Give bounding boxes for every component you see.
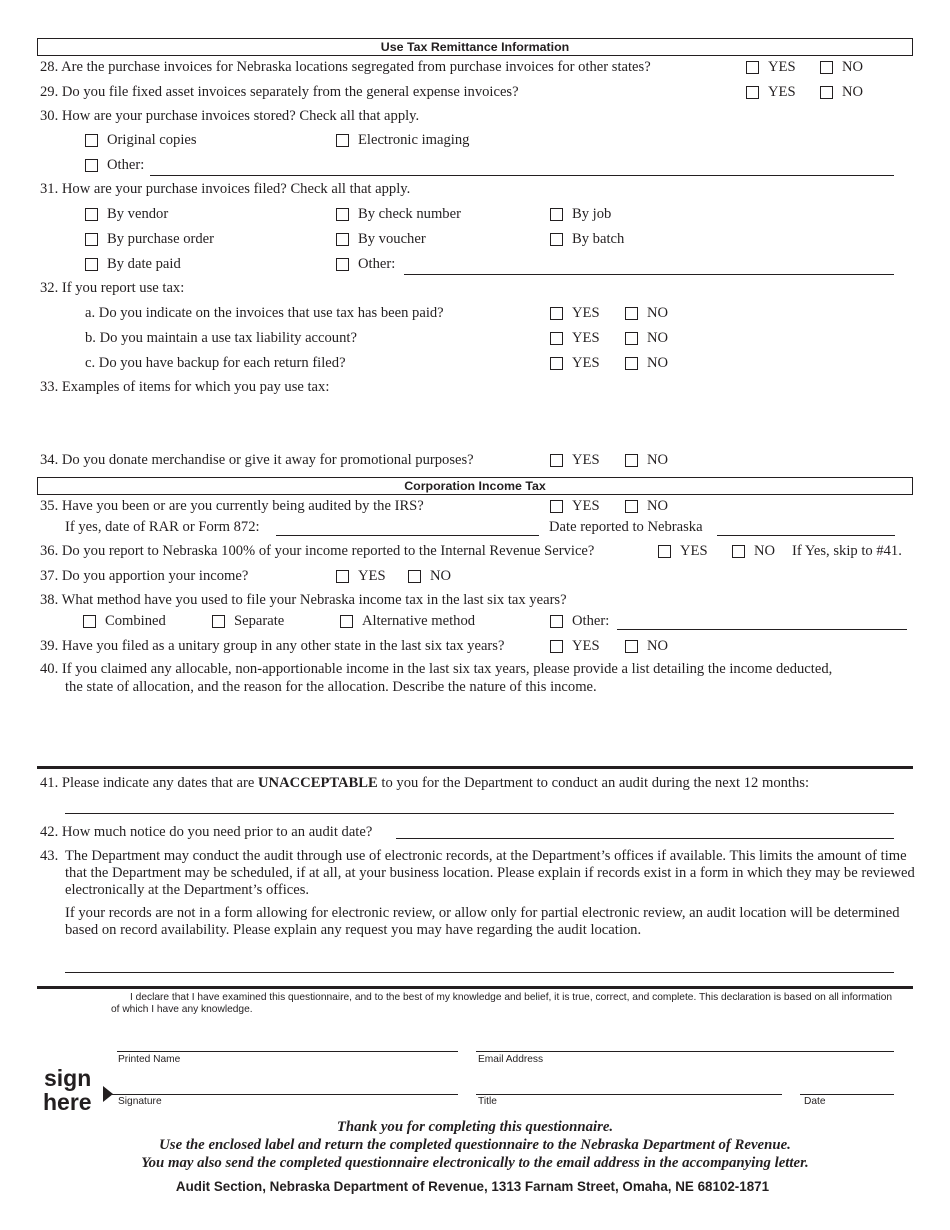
q38-other-input-line[interactable] [617,629,907,630]
q31-date-paid-label: By date paid [107,256,181,272]
closing-label-instruction: Use the enclosed label and return the completed questionnaire to the Nebraska Department of Revenue. [159,1137,791,1153]
question-32a: a. Do you indicate on the invoices that use tax has been paid? [85,305,444,321]
q34-no-label: NO [647,452,669,468]
q30-electronic-label: Electronic imaging [358,132,470,148]
q29-no-label: NO [842,84,864,100]
printed-name-label: Printed Name [118,1054,181,1065]
sign-word: sign [44,1065,92,1091]
q35-yes-label: YES [572,498,600,514]
q35-rar-label: If yes, date of RAR or Form 872: [65,519,260,535]
q31-po-checkbox[interactable] [85,233,98,246]
q32c-no-label: NO [647,355,669,371]
printed-name-input-line[interactable] [117,1051,458,1052]
q43-request-input-line[interactable] [65,972,894,973]
q30-original-checkbox[interactable] [85,134,98,147]
q32b-no-checkbox[interactable] [625,332,638,345]
q29-yes-checkbox[interactable] [746,86,759,99]
question-31: 31. How are your purchase invoices filed? Check all that apply. [40,181,411,197]
q36-yes-checkbox[interactable] [658,545,671,558]
q32c-no-checkbox[interactable] [625,357,638,370]
q42-notice-input-line[interactable] [396,838,894,839]
q36-yes-label: YES [680,543,708,559]
q39-yes-label: YES [572,638,600,654]
closing-email-instruction: You may also send the completed questionnaire electronically to the email address in the accompanying letter. [141,1155,809,1171]
q31-check-label: By check number [358,206,461,222]
q39-no-checkbox[interactable] [625,640,638,653]
q35-no-checkbox[interactable] [625,500,638,513]
q31-job-checkbox[interactable] [550,208,563,221]
q31-vendor-label: By vendor [107,206,169,222]
question-32: 32. If you report use tax: [40,280,185,296]
q31-other-label: Other: [358,256,396,272]
q31-batch-checkbox[interactable] [550,233,563,246]
question-38: 38. What method have you used to file your Nebraska income tax in the last six tax years? [40,592,567,608]
q36-skip-note: If Yes, skip to #41. [792,543,902,559]
q35-reported-label: Date reported to Nebraska [549,519,703,535]
q41-dates-input-line[interactable] [65,813,894,814]
q38-alternative-label: Alternative method [362,613,476,629]
here-word: here [43,1089,92,1115]
date-input-line[interactable] [800,1094,894,1095]
q34-yes-label: YES [572,452,600,468]
q31-batch-label: By batch [572,231,625,247]
question-43-paragraph-1: The Department may conduct the audit through use of electronic records, at the Department’s offices if available. This limits the amount of time that the Department may be scheduled, if at all, at your business location. Please explain if records exist in a form in which they may be reviewed electronically at the Department’s offices. [65,848,915,898]
question-34: 34. Do you donate merchandise or give it away for promotional purposes? [40,452,474,468]
q28-no-checkbox[interactable] [820,61,833,74]
q31-check-checkbox[interactable] [336,208,349,221]
q35-no-label: NO [647,498,669,514]
q30-original-label: Original copies [107,132,197,148]
question-41 [40,775,809,792]
q32a-yes-label: YES [572,305,600,321]
q38-separate-checkbox[interactable] [212,615,225,628]
question-32b: b. Do you maintain a use tax liability account? [85,330,357,346]
department-address: Audit Section, Nebraska Department of Revenue, 1313 Farnam Street, Omaha, NE 68102-1871 [175,1179,770,1194]
email-label: Email Address [478,1054,544,1065]
question-36: 36. Do you report to Nebraska 100% of your income reported to the Internal Revenue Service? [40,543,595,559]
q31-job-label: By job [572,206,612,222]
question-28: 28. Are the purchase invoices for Nebraska locations segregated from purchase invoices for other states? [40,59,651,75]
q35-yes-checkbox[interactable] [550,500,563,513]
question-35: 35. Have you been or are you currently being audited by the IRS? [40,498,424,514]
q31-other-checkbox[interactable] [336,258,349,271]
q37-yes-checkbox[interactable] [336,570,349,583]
q32b-yes-checkbox[interactable] [550,332,563,345]
question-37: 37. Do you apportion your income? [40,568,249,584]
q29-yes-label: YES [768,84,796,100]
q32b-no-label: NO [647,330,669,346]
question-32c: c. Do you have backup for each return filed? [85,355,346,371]
q38-separate-label: Separate [234,613,285,629]
question-42: 42. How much notice do you need prior to an audit date? [40,824,373,840]
q41-text-post: to you for the Department to conduct an audit during the next 12 months: [377,775,810,791]
q36-no-checkbox[interactable] [732,545,745,558]
q39-no-label: NO [647,638,669,654]
question-40-line1: 40. If you claimed any allocable, non-apportionable income in the last six tax years, please provide a list detailing the income deducted, [40,661,833,677]
question-40-line2: the state of allocation, and the reason for the allocation. Describe the nature of this income. [65,679,597,695]
q28-yes-checkbox[interactable] [746,61,759,74]
q32b-yes-label: YES [572,330,600,346]
q35-reported-date-input-line[interactable] [717,535,895,536]
q31-voucher-checkbox[interactable] [336,233,349,246]
q38-other-label: Other: [572,613,610,629]
question-29: 29. Do you file fixed asset invoices separately from the general expense invoices? [40,84,519,100]
q38-other-checkbox[interactable] [550,615,563,628]
declaration-divider [37,986,913,989]
title-input-line[interactable] [476,1094,782,1095]
declaration-text: I declare that I have examined this questionnaire, and to the best of my knowledge and belief, it is true, correct, and complete. This declaration is based on all information of which I have any knowledge. [111,992,893,1015]
q41-text-pre: 41. Please indicate any dates that are [40,775,259,791]
q31-po-label: By purchase order [107,231,214,247]
q30-other-checkbox[interactable] [85,159,98,172]
q34-no-checkbox[interactable] [625,454,638,467]
q28-no-label: NO [842,59,864,75]
q31-other-input-line[interactable] [404,274,894,275]
date-label: Date [804,1096,826,1107]
email-input-line[interactable] [476,1051,894,1052]
q29-no-checkbox[interactable] [820,86,833,99]
section-header-corp-tax: Corporation Income Tax [37,477,913,495]
q28-yes-label: YES [768,59,796,75]
question-30: 30. How are your purchase invoices stored? Check all that apply. [40,108,420,124]
q35-rar-date-input-line[interactable] [276,535,539,536]
section-header-use-tax: Use Tax Remittance Information [37,38,913,56]
q32c-yes-checkbox[interactable] [550,357,563,370]
q32a-no-label: NO [647,305,669,321]
q38-alternative-checkbox[interactable] [340,615,353,628]
q37-yes-label: YES [358,568,386,584]
q37-no-label: NO [430,568,452,584]
q37-no-checkbox[interactable] [408,570,421,583]
title-label: Title [478,1096,497,1107]
signature-input-line[interactable] [112,1094,458,1095]
q34-yes-checkbox[interactable] [550,454,563,467]
q39-yes-checkbox[interactable] [550,640,563,653]
q30-other-label: Other: [107,157,145,173]
q38-combined-checkbox[interactable] [83,615,96,628]
section-divider [37,766,913,769]
question-43-number: 43. [40,848,59,864]
closing-thanks: Thank you for completing this questionnaire. [336,1119,614,1135]
q30-electronic-checkbox[interactable] [336,134,349,147]
q31-vendor-checkbox[interactable] [85,208,98,221]
signature-label: Signature [118,1096,162,1107]
q30-other-input-line[interactable] [150,175,894,176]
q32c-yes-label: YES [572,355,600,371]
q31-date-paid-checkbox[interactable] [85,258,98,271]
q36-no-label: NO [754,543,776,559]
question-33: 33. Examples of items for which you pay use tax: [40,379,330,395]
q38-combined-label: Combined [105,613,166,629]
q32a-yes-checkbox[interactable] [550,307,563,320]
question-43-paragraph-2: If your records are not in a form allowing for electronic review, or allow only for partial electronic review, an audit location will be determined based on record availability. Please explain any request you may have regarding the audit location. [65,905,900,938]
q32a-no-checkbox[interactable] [625,307,638,320]
q41-text-bold: UNACCEPTABLE [258,775,378,791]
question-39: 39. Have you filed as a unitary group in any other state in the last six tax years? [40,638,505,654]
q31-voucher-label: By voucher [358,231,426,247]
